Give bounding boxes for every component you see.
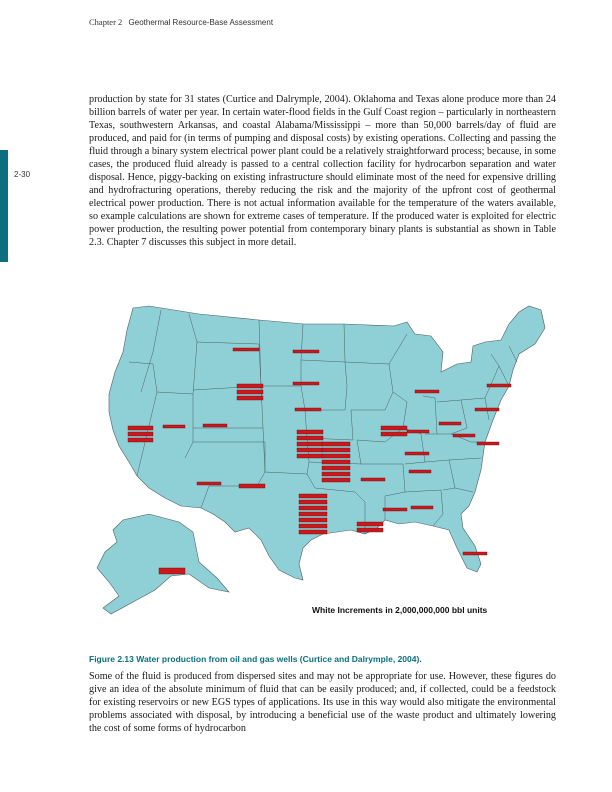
bar-texas-6	[299, 524, 327, 528]
bar-california-2	[128, 432, 153, 436]
figure-caption: Figure 2.13 Water production from oil and gas wells (Curtice and Dalrymple, 2004).	[89, 654, 422, 664]
bar-california-1	[128, 426, 153, 430]
bar-oklahoma-6	[322, 472, 350, 476]
bar-wyoming-3	[237, 396, 263, 400]
bar-nebraska	[295, 408, 321, 411]
bar-texas-4	[299, 512, 327, 516]
bar-pennsylvania	[475, 408, 499, 411]
page-number: 2-30	[14, 170, 31, 179]
bar-california-3	[128, 438, 153, 442]
bar-indiana	[407, 430, 429, 433]
bar-texas-2	[299, 500, 327, 504]
bar-ohio	[439, 422, 461, 425]
bar-florida	[463, 552, 487, 555]
bar-new-york	[487, 384, 511, 387]
bar-new-mexico	[197, 482, 221, 485]
bar-kentucky	[405, 452, 429, 455]
header-title: Geothermal Resource-Base Assessment	[128, 18, 274, 27]
bar-wyoming-1	[237, 384, 263, 388]
bar-kansas-1	[297, 430, 323, 434]
bar-oklahoma-5	[322, 466, 350, 470]
bar-montana	[233, 348, 259, 351]
bar-kansas-4	[297, 448, 323, 452]
bar-oklahoma-2	[322, 448, 350, 452]
bar-texas-7	[299, 530, 327, 534]
body-paragraph-bottom: Some of the fluid is produced from dispersed sites and may not be appropriate for use. However, these figures do give an idea of the absolute minimum of fluid that can be easily produced; and, if collected, could be a feedstock for existing reservoirs or new EGS types of applications. Its use in this way would also mitigate the environmental problems associated with disposal, by introducing a beneficial use of the waste product and ultimately lowering the cost of some forms of hydrocarbon	[89, 671, 556, 734]
bar-utah	[203, 424, 227, 427]
bar-colorado	[239, 484, 265, 488]
bar-alabama	[411, 506, 433, 509]
bar-alaska	[159, 568, 185, 574]
bar-michigan	[415, 390, 439, 393]
bar-west-virginia	[453, 434, 475, 437]
bar-south-dakota	[293, 382, 319, 385]
bar-north-dakota	[293, 350, 319, 353]
bar-louisiana-2	[357, 528, 383, 532]
water-production-map	[89, 302, 557, 632]
bar-texas-3	[299, 506, 327, 510]
bar-oklahoma-1	[322, 442, 350, 446]
bar-texas-1	[299, 494, 327, 498]
bar-tennessee	[409, 470, 431, 473]
bar-kansas-2	[297, 436, 323, 440]
bar-virginia	[477, 442, 499, 445]
bar-kansas-3	[297, 442, 323, 446]
running-header	[89, 17, 273, 27]
bar-texas-5	[299, 518, 327, 522]
bar-wyoming-2	[237, 390, 263, 394]
bar-illinois-1	[381, 426, 407, 430]
bar-nevada	[163, 425, 185, 428]
bar-mississippi	[383, 508, 407, 511]
body-paragraph-top: production by state for 31 states (Curtice and Dalrymple, 2004). Oklahoma and Texas alone produce more than 24 billion barrels of water per year. In certain water-flood fields in the Gulf Coast region – particularly in northeastern Texas, southwestern Arkansas, and coastal Alabama/Mississippi – more than 50,000 barrels/day of fluid are produced, and paid for (in terms of pumping and disposal costs) by existing operations. Collecting and passing the fluid through a binary system electrical power plant could be a relatively straightforward process; because, in some cases, the produced fluid already is passed to a central collection facility for hydrocarbon separation and water disposal. Hence, piggy-backing on existing infrastructure should eliminate most of the need for expensive drilling and hydrofracturing operations, thereby reducing the risk and the majority of the upfront cost of geothermal electrical power production. There is not actual information available for the temperature of the waters available, so example calculations are shown for extreme cases of temperature. If the produced water is exploited for electric power production, the resulting power potential from contemporary binary plants is substantial as shown in Table 2.3. Chapter 7 discusses this subject in more detail.	[89, 94, 556, 248]
bar-oklahoma-7	[322, 478, 350, 482]
us-map-svg	[89, 302, 557, 632]
bar-oklahoma-4	[322, 460, 350, 464]
bar-kansas-5	[297, 454, 323, 458]
alaska-landmass	[97, 514, 229, 614]
bar-oklahoma-3	[322, 454, 350, 458]
bar-illinois-2	[381, 432, 407, 436]
increment-legend: White Increments in 2,000,000,000 bbl units	[309, 604, 490, 616]
bar-arkansas	[361, 478, 385, 481]
chapter-tab-marker	[0, 150, 8, 262]
bar-louisiana-1	[357, 522, 383, 526]
header-chapter: Chapter 2	[89, 17, 123, 27]
